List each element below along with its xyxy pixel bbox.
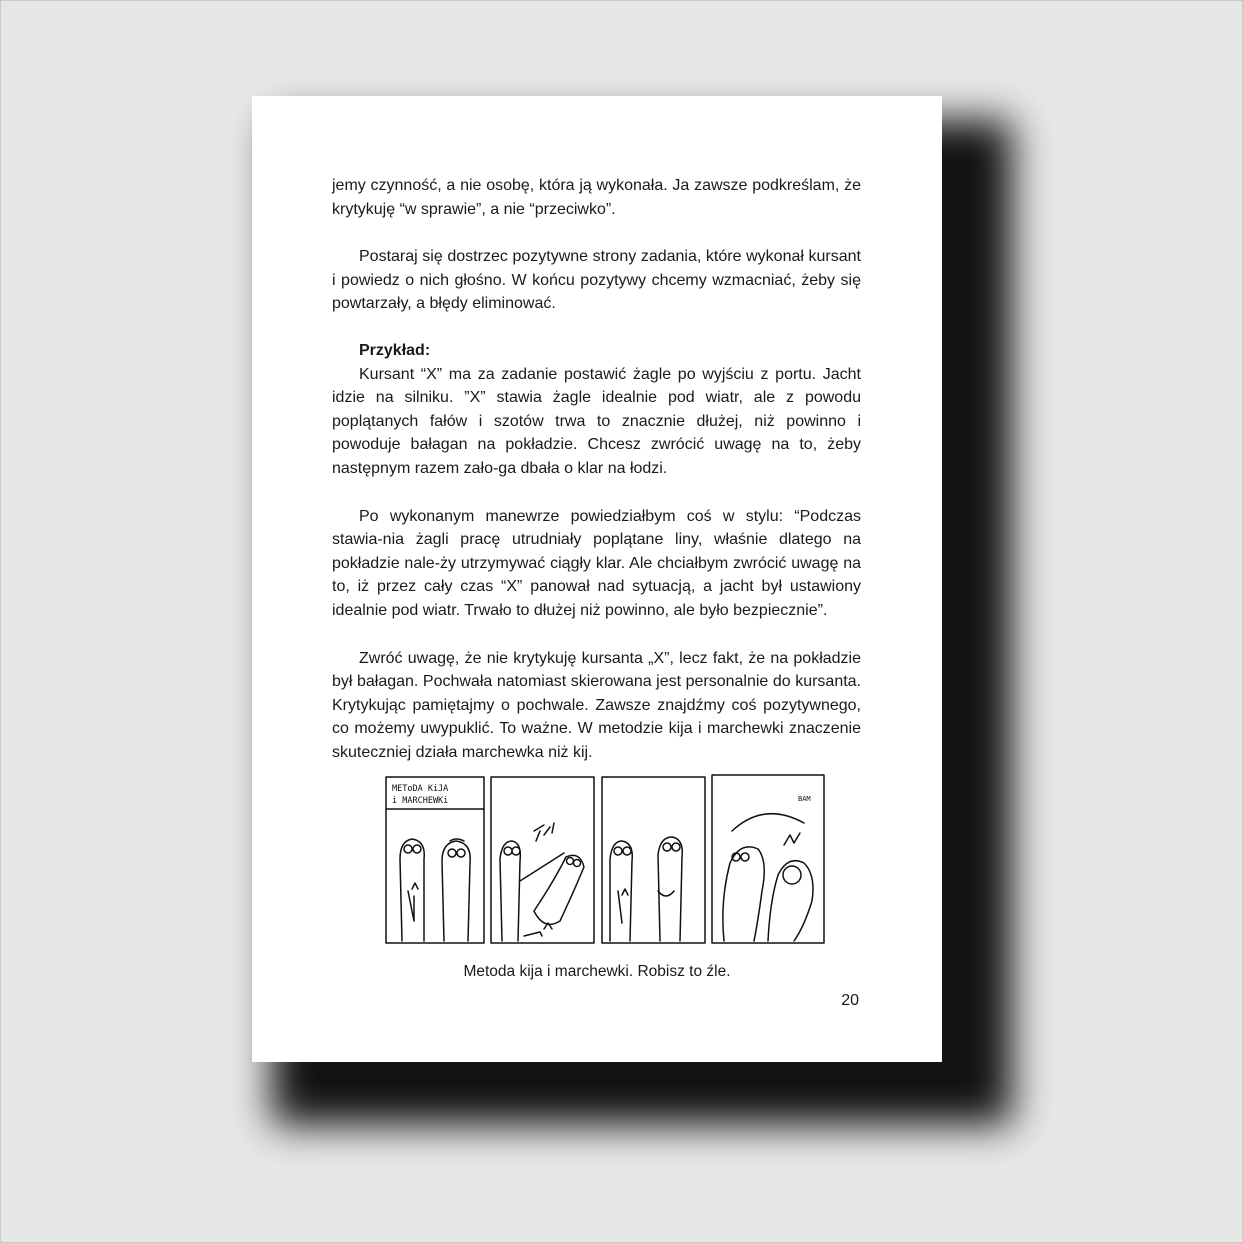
paragraph-5: Zwróć uwagę, że nie krytykuję kursanta „X”, lecz fakt, że na pokładzie był bałagan. Pochwała natomiast skierowana jest personalnie do kursanta. Krytykując pamiętajmy o pochwale. Zawsze znajdźmy coś pozytywnego, co możemy uwypuklić. To ważne. W metodzie kija i marchewki znaczenie skuteczniej działa marchewka niż kij. — [332, 649, 861, 761]
figure-right-standing — [442, 839, 470, 941]
figure-swinging-carrot — [723, 814, 804, 941]
paragraph-1: jemy czynność, a nie osobę, która ją wykonała. Ja zawsze podkreślam, że krytykuję “w sprawie”, a nie “przeciwko”. — [332, 177, 861, 218]
comic-sfx: BAM — [798, 795, 811, 803]
comic-title-line1: METoDA KiJA — [392, 784, 449, 794]
figure-left-with-carrot-2 — [610, 841, 632, 941]
comic-strip — [384, 771, 828, 949]
paragraph-3: Kursant “X” ma za zadanie postawić żagle po wyjściu z portu. Jacht idzie na silniku. ”X” stawia żagle idealnie pod wiatr, ale z powodu poplątanych fałów i szotów trwa to znacznie dłużej, niż powinno i powoduje bałagan na pokładzie. Chcesz zwrócić uwagę na to, żeby następnym razem zało-ga dbała o klar na łodzi. — [332, 365, 861, 477]
body-text — [332, 174, 861, 764]
figure-caption: Metoda kija i marchewki. Robisz to źle. — [463, 963, 731, 980]
comic-panel-3 — [602, 777, 705, 943]
book-page — [252, 96, 942, 1062]
figure-left-holding-carrot — [400, 839, 424, 941]
page-number: 20 — [841, 992, 859, 1009]
figure-hit-by-carrot — [768, 833, 813, 941]
figure-right-reaching — [658, 837, 682, 941]
example-heading: Przykład: — [359, 341, 431, 359]
figure-falling — [524, 855, 584, 936]
paragraph-4: Po wykonanym manewrze powiedziałbym coś w stylu: “Podczas stawia-nia żagli pracę utrudniały poplątane liny, właśnie dlatego na pokładzie nale-ży utrzymywać ciągły klar. Ale chciałbym zwrócić uwagę na to, iż przez cały czas “X” panował nad sytuacją, a jacht był ustawiony idealnie pod wiatr. Trwało to dłużej niż powinno, ale było bezpiecznie”. — [332, 507, 861, 619]
comic-title-line2: i MARCHEWKi — [392, 796, 449, 806]
paragraph-2: Postaraj się dostrzec pozytywne strony zadania, które wykonał kursant i powiedz o nich głośno. W końcu pozytywy chcemy wzmacniać, żeby się powtarzały, a błędy eliminować. — [332, 248, 861, 313]
